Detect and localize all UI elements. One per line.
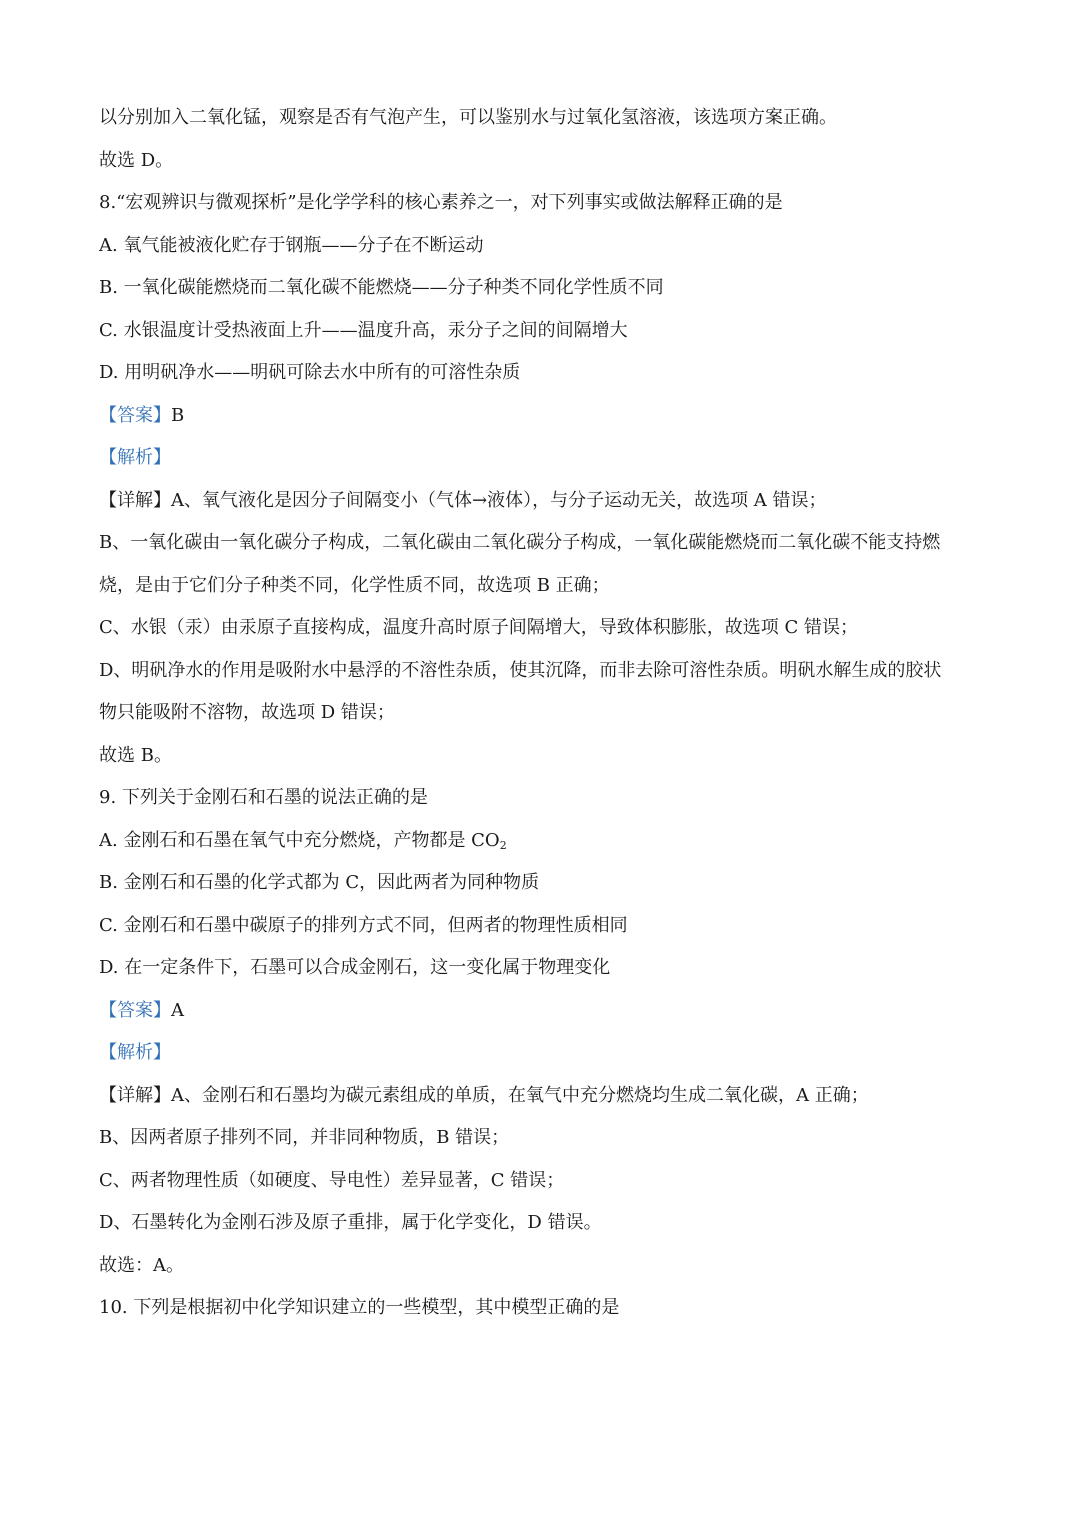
q9-answer <box>99 990 989 1033</box>
q8-option-c: C. 水银温度计受热液面上升——温度升高，汞分子之间的间隔增大 <box>99 319 628 341</box>
q9-answer-value: A <box>171 999 184 1021</box>
q9-analysis-tag: 【解析】 <box>99 1042 171 1063</box>
q9-detail-tag: 【详解】 <box>99 1084 171 1106</box>
q9-detail-3: C、两者物理性质（如硬度、导电性）差异显著，C 错误； <box>99 1169 565 1191</box>
q9-option-d: D. 在一定条件下，石墨可以合成金刚石，这一变化属于物理变化 <box>99 957 611 978</box>
q9-detail-2: B、因两者原子排列不同，并非同种物质，B 错误； <box>99 1127 510 1148</box>
q9-option-b: B. 金刚石和石墨的化学式都为 C，因此两者为同种物质 <box>99 872 540 893</box>
q10-stem: 10. 下列是根据初中化学知识建立的一些模型，其中模型正确的是 <box>99 1297 620 1318</box>
q9-detail-text-1: A、金刚石和石墨均为碳元素组成的单质，在氧气中充分燃烧均生成二氧化碳，A 正确； <box>171 1084 869 1106</box>
q8-option-b: B. 一氧化碳能燃烧而二氧化碳不能燃烧——分子种类不同化学性质不同 <box>99 277 664 298</box>
q8-detail-text-1: A、氧气液化是因分子间隔变小（气体→液体），与分子运动无关，故选项 A 错误； <box>171 489 827 511</box>
q8-answer-value: B <box>171 404 185 426</box>
q9-stem: 9. 下列关于金刚石和石墨的说法正确的是 <box>99 787 428 808</box>
q8-detail-tag: 【详解】 <box>99 489 171 511</box>
q8-conclusion: 故选 B。 <box>99 744 172 766</box>
prev-conclusion: 故选 D。 <box>99 149 174 171</box>
q8-detail-4: C、水银（汞）由汞原子直接构成，温度升高时原子间隔增大，导致体积膨胀，故选项 C 错误； <box>99 617 858 638</box>
q9-option-a <box>99 820 989 863</box>
q9-option-a-subscript: 2 <box>499 838 507 852</box>
q8-detail-2: B、一氧化碳由一氧化碳分子构成，二氧化碳由二氧化碳分子构成，一氧化碳能燃烧而二氧化碳不能支持燃 <box>99 532 941 553</box>
q8-stem: 8.“宏观辨识与微观探析”是化学学科的核心素养之一，对下列事实或做法解释正确的是 <box>99 192 783 213</box>
q8-answer-tag: 【答案】 <box>99 404 171 426</box>
q9-detail-4: D、石墨转化为金刚石涉及原子重排，属于化学变化，D 错误。 <box>99 1212 602 1233</box>
document-page <box>99 97 989 1330</box>
q8-detail-1 <box>99 480 989 523</box>
q8-option-d: D. 用明矾净水——明矾可除去水中所有的可溶性杂质 <box>99 362 521 383</box>
q8-detail-3: 烧，是由于它们分子种类不同，化学性质不同，故选项 B 正确； <box>99 574 610 596</box>
q8-option-a: A. 氧气能被液化贮存于钢瓶——分子在不断运动 <box>99 234 484 256</box>
q9-answer-tag: 【答案】 <box>99 999 171 1021</box>
q9-conclusion: 故选：A。 <box>99 1254 184 1276</box>
q8-analysis-tag: 【解析】 <box>99 447 171 468</box>
prev-continuation: 以分别加入二氧化锰，观察是否有气泡产生，可以鉴别水与过氧化氢溶液，该选项方案正确。 <box>99 107 837 128</box>
q8-answer <box>99 395 989 438</box>
q8-detail-5: D、明矾净水的作用是吸附水中悬浮的不溶性杂质，使其沉降，而非去除可溶性杂质。明矾水解生成的胶状 <box>99 659 942 681</box>
q8-detail-6: 物只能吸附不溶物，故选项 D 错误； <box>99 702 395 723</box>
q9-option-a-text: A. 金刚石和石墨在氧气中充分燃烧，产物都是 CO <box>99 829 500 851</box>
q9-detail-1 <box>99 1075 989 1118</box>
q9-option-c: C. 金刚石和石墨中碳原子的排列方式不同，但两者的物理性质相同 <box>99 914 628 936</box>
